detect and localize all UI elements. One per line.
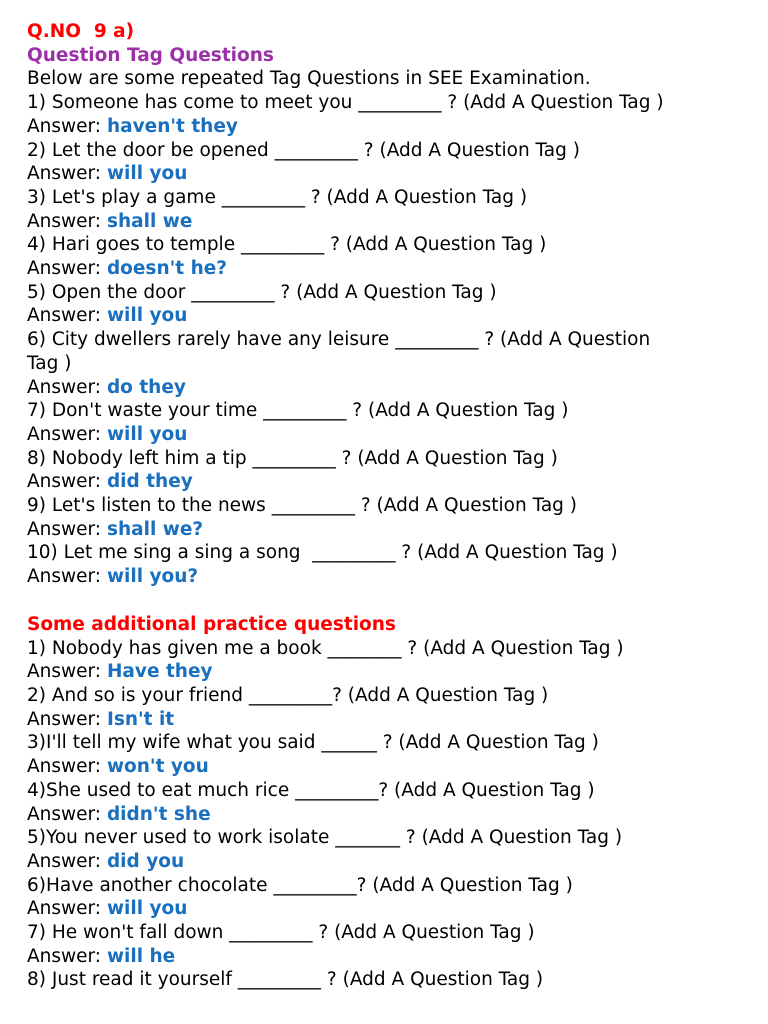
question-text: 5) Open the door _________ ? (Add A Question Tag ): [27, 281, 497, 303]
answer-label: Answer:: [27, 115, 107, 137]
additional-section-title: Some additional practice questions: [27, 613, 396, 635]
question-text: 10) Let me sing a sing a song _________ ? (Add A Question Tag ): [27, 542, 618, 564]
question-text: 4)She used to eat much rice _________? (Add A Question Tag ): [27, 779, 595, 801]
answer-value: will you: [106, 305, 188, 327]
answer-value: will you: [106, 423, 188, 445]
answer-row: [27, 660, 758, 684]
answer-row: [27, 115, 758, 139]
answer-value: did they: [106, 471, 193, 493]
answer-label: Answer:: [27, 471, 107, 493]
main-question-list: [27, 91, 758, 589]
question-text: 3)I'll tell my wife what you said ______ ? (Add A Question Tag ): [27, 732, 599, 754]
question-text: 2) And so is your friend _________? (Add A Question Tag ): [27, 684, 549, 706]
answer-label: Answer:: [27, 756, 107, 778]
answer-label: Answer:: [27, 566, 107, 588]
answer-row: [27, 162, 758, 186]
answer-value: will you?: [106, 566, 199, 588]
answer-label: Answer:: [27, 163, 107, 185]
answer-row: [27, 423, 758, 447]
answer-label: Answer:: [27, 661, 107, 683]
section-spacer: [27, 589, 758, 613]
answer-row: [27, 518, 758, 542]
question-number: Q.NO 9 a): [27, 21, 135, 42]
answer-label: Answer:: [27, 305, 107, 327]
answer-row: [27, 257, 758, 281]
answer-label: Answer:: [27, 945, 107, 967]
answer-value: shall we?: [106, 518, 204, 540]
answer-row: [27, 565, 758, 589]
answer-value: will you: [106, 898, 188, 920]
question-text: 7) Don't waste your time _________ ? (Add A Question Tag ): [27, 400, 569, 422]
answer-value: will he: [106, 945, 176, 967]
answer-row: [27, 210, 758, 234]
answer-row: [27, 755, 758, 779]
answer-label: Answer:: [27, 210, 107, 232]
answer-label: Answer:: [27, 258, 107, 280]
question-text: 6)Have another chocolate _________? (Add A Question Tag ): [27, 874, 573, 896]
answer-row: [27, 803, 758, 827]
answer-row: [27, 304, 758, 328]
question-text: 6) City dwellers rarely have any leisure _________ ? (Add A Question Tag ): [27, 329, 651, 374]
answer-value: Isn't it: [106, 708, 175, 730]
answer-value: haven't they: [106, 115, 238, 137]
question-text: 1) Nobody has given me a book ________ ? (Add A Question Tag ): [27, 637, 624, 659]
answer-value: did you: [106, 850, 185, 872]
additional-question-list: [27, 637, 758, 993]
question-text: 7) He won't fall down _________ ? (Add A Question Tag ): [27, 922, 535, 944]
intro-text: Below are some repeated Tag Questions in SEE Examination.: [27, 68, 591, 90]
answer-value: didn't she: [106, 803, 211, 825]
question-text: 8) Just read it yourself _________ ? (Add A Question Tag ): [27, 969, 544, 991]
answer-value: do they: [106, 376, 186, 398]
answer-row: [27, 945, 758, 969]
question-text: 5)You never used to work isolate _______ ? (Add A Question Tag ): [27, 827, 623, 849]
answer-row: [27, 708, 758, 732]
question-text: 9) Let's listen to the news _________ ? (Add A Question Tag ): [27, 495, 578, 517]
question-text: 2) Let the door be opened _________ ? (Add A Question Tag ): [27, 139, 580, 161]
answer-row: [27, 376, 758, 400]
answer-label: Answer:: [27, 423, 107, 445]
answer-label: Answer:: [27, 803, 107, 825]
answer-label: Answer:: [27, 376, 107, 398]
answer-value: Have they: [106, 661, 213, 683]
answer-value: doesn't he?: [106, 258, 228, 280]
question-text: 4) Hari goes to temple _________ ? (Add A Question Tag ): [27, 234, 547, 256]
section-title: Question Tag Questions: [27, 44, 274, 66]
question-text: 3) Let's play a game _________ ? (Add A Question Tag ): [27, 186, 528, 208]
answer-label: Answer:: [27, 708, 107, 730]
answer-row: [27, 897, 758, 921]
question-text: 8) Nobody left him a tip _________ ? (Add A Question Tag ): [27, 447, 558, 469]
answer-value: will you: [106, 163, 188, 185]
answer-row: [27, 850, 758, 874]
answer-label: Answer:: [27, 850, 107, 872]
answer-value: won't you: [106, 756, 209, 778]
answer-row: [27, 470, 758, 494]
answer-value: shall we: [106, 210, 193, 232]
answer-label: Answer:: [27, 898, 107, 920]
question-text: 1) Someone has come to meet you _________ ? (Add A Question Tag ): [27, 92, 664, 114]
answer-label: Answer:: [27, 518, 107, 540]
